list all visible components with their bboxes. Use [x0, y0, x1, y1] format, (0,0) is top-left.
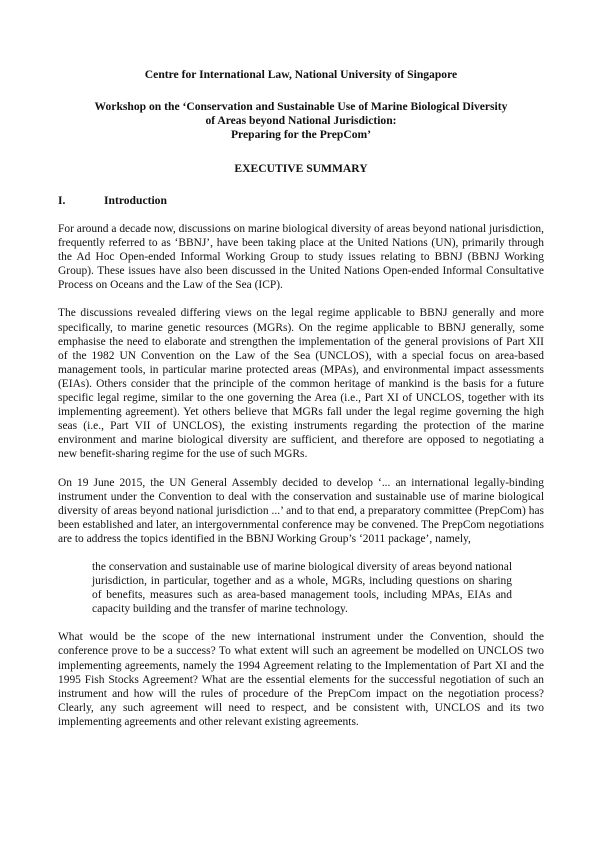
workshop-title-line-1: Workshop on the ‘Conservation and Sustainable Use of Marine Biological Diversity: [94, 100, 508, 113]
document-page: [58, 68, 544, 729]
section-title: Introduction: [104, 194, 167, 207]
section-heading: [58, 194, 544, 208]
section-number: I.: [58, 194, 66, 207]
paragraph-2: The discussions revealed differing views on the legal regime applicable to BBNJ generally and more specifically, to marine genetic resources (MGRs). On the regime applicable to BBNJ generally, some emphasise the need to elaborate and strengthen the implementation of the general provisions of Part XII of the 1982 UN Convention on the Law of the Sea (UNCLOS), with a special focus on area-based management tools, in particular marine protected areas (MPAs), and environmental impact assessments (EIAs). Others consider that the principle of the common heritage of mankind is the basis for a future specific legal regime, similar to the one governing the Area (i.e., Part XI of UNCLOS, together with its implementing agreement). Yet others believe that MGRs fall under the legal regime governing the high seas (i.e., Part VII of UNCLOS), the existing instruments regarding the protection of the marine environment and marine biological diversity are sufficient, and therefore are opposed to negotiating a new benefit-sharing regime for the use of such MGRs.: [58, 307, 544, 461]
executive-summary-heading: EXECUTIVE SUMMARY: [234, 162, 368, 175]
workshop-title-line-2: of Areas beyond National Jurisdiction:: [205, 114, 397, 127]
paragraph-3: On 19 June 2015, the UN General Assembly decided to develop ‘... an international legally-binding instrument under the Convention to deal with the conservation and sustainable use of marine biological diversity of areas beyond national jurisdiction ...’ and to that end, a preparatory committee (PrepCom) has been established and later, an intergovernmental conference may be convened. The PrepCom negotiations are to address the topics identified in the BBNJ Working Group’s ‘2011 package’, namely,: [58, 476, 544, 545]
workshop-title: [58, 100, 544, 142]
institution-heading: Centre for International Law, National University of Singapore: [144, 68, 458, 81]
paragraph-1: For around a decade now, discussions on marine biological diversity of areas beyond national jurisdiction, frequently referred to as ‘BBNJ’, have been taking place at the United Nations (UN), primarily through the Ad Hoc Open-ended Informal Working Group to study issues relating to BBNJ (BBNJ Working Group). These issues have also been discussed in the United Nations Open-ended Informal Consultative Process on Oceans and the Law of the Sea (ICP).: [58, 223, 544, 292]
workshop-title-line-3: Preparing for the PrepCom’: [230, 128, 372, 141]
paragraph-4: What would be the scope of the new international instrument under the Convention, should the conference prove to be a success? To what extent will such an agreement be modelled on UNCLOS two implementing agreements, namely the 1994 Agreement relating to the Implementation of Part XI and the 1995 Fish Stocks Agreement? What are the essential elements for the successful negotiation of such an instrument and how will the rules of procedure of the PrepCom impact on the negotiation process? Clearly, any such agreement will need to respect, and be consistent with, UNCLOS and its two implementing agreements and other relevant existing agreements.: [58, 631, 544, 728]
block-quote: the conservation and sustainable use of marine biological diversity of areas beyond national jurisdiction, in particular, together and as a whole, MGRs, including questions on sharing of benefits, measures such as area-based management tools, including MPAs, EIAs and capacity building and the transfer of marine technology.: [92, 560, 512, 616]
